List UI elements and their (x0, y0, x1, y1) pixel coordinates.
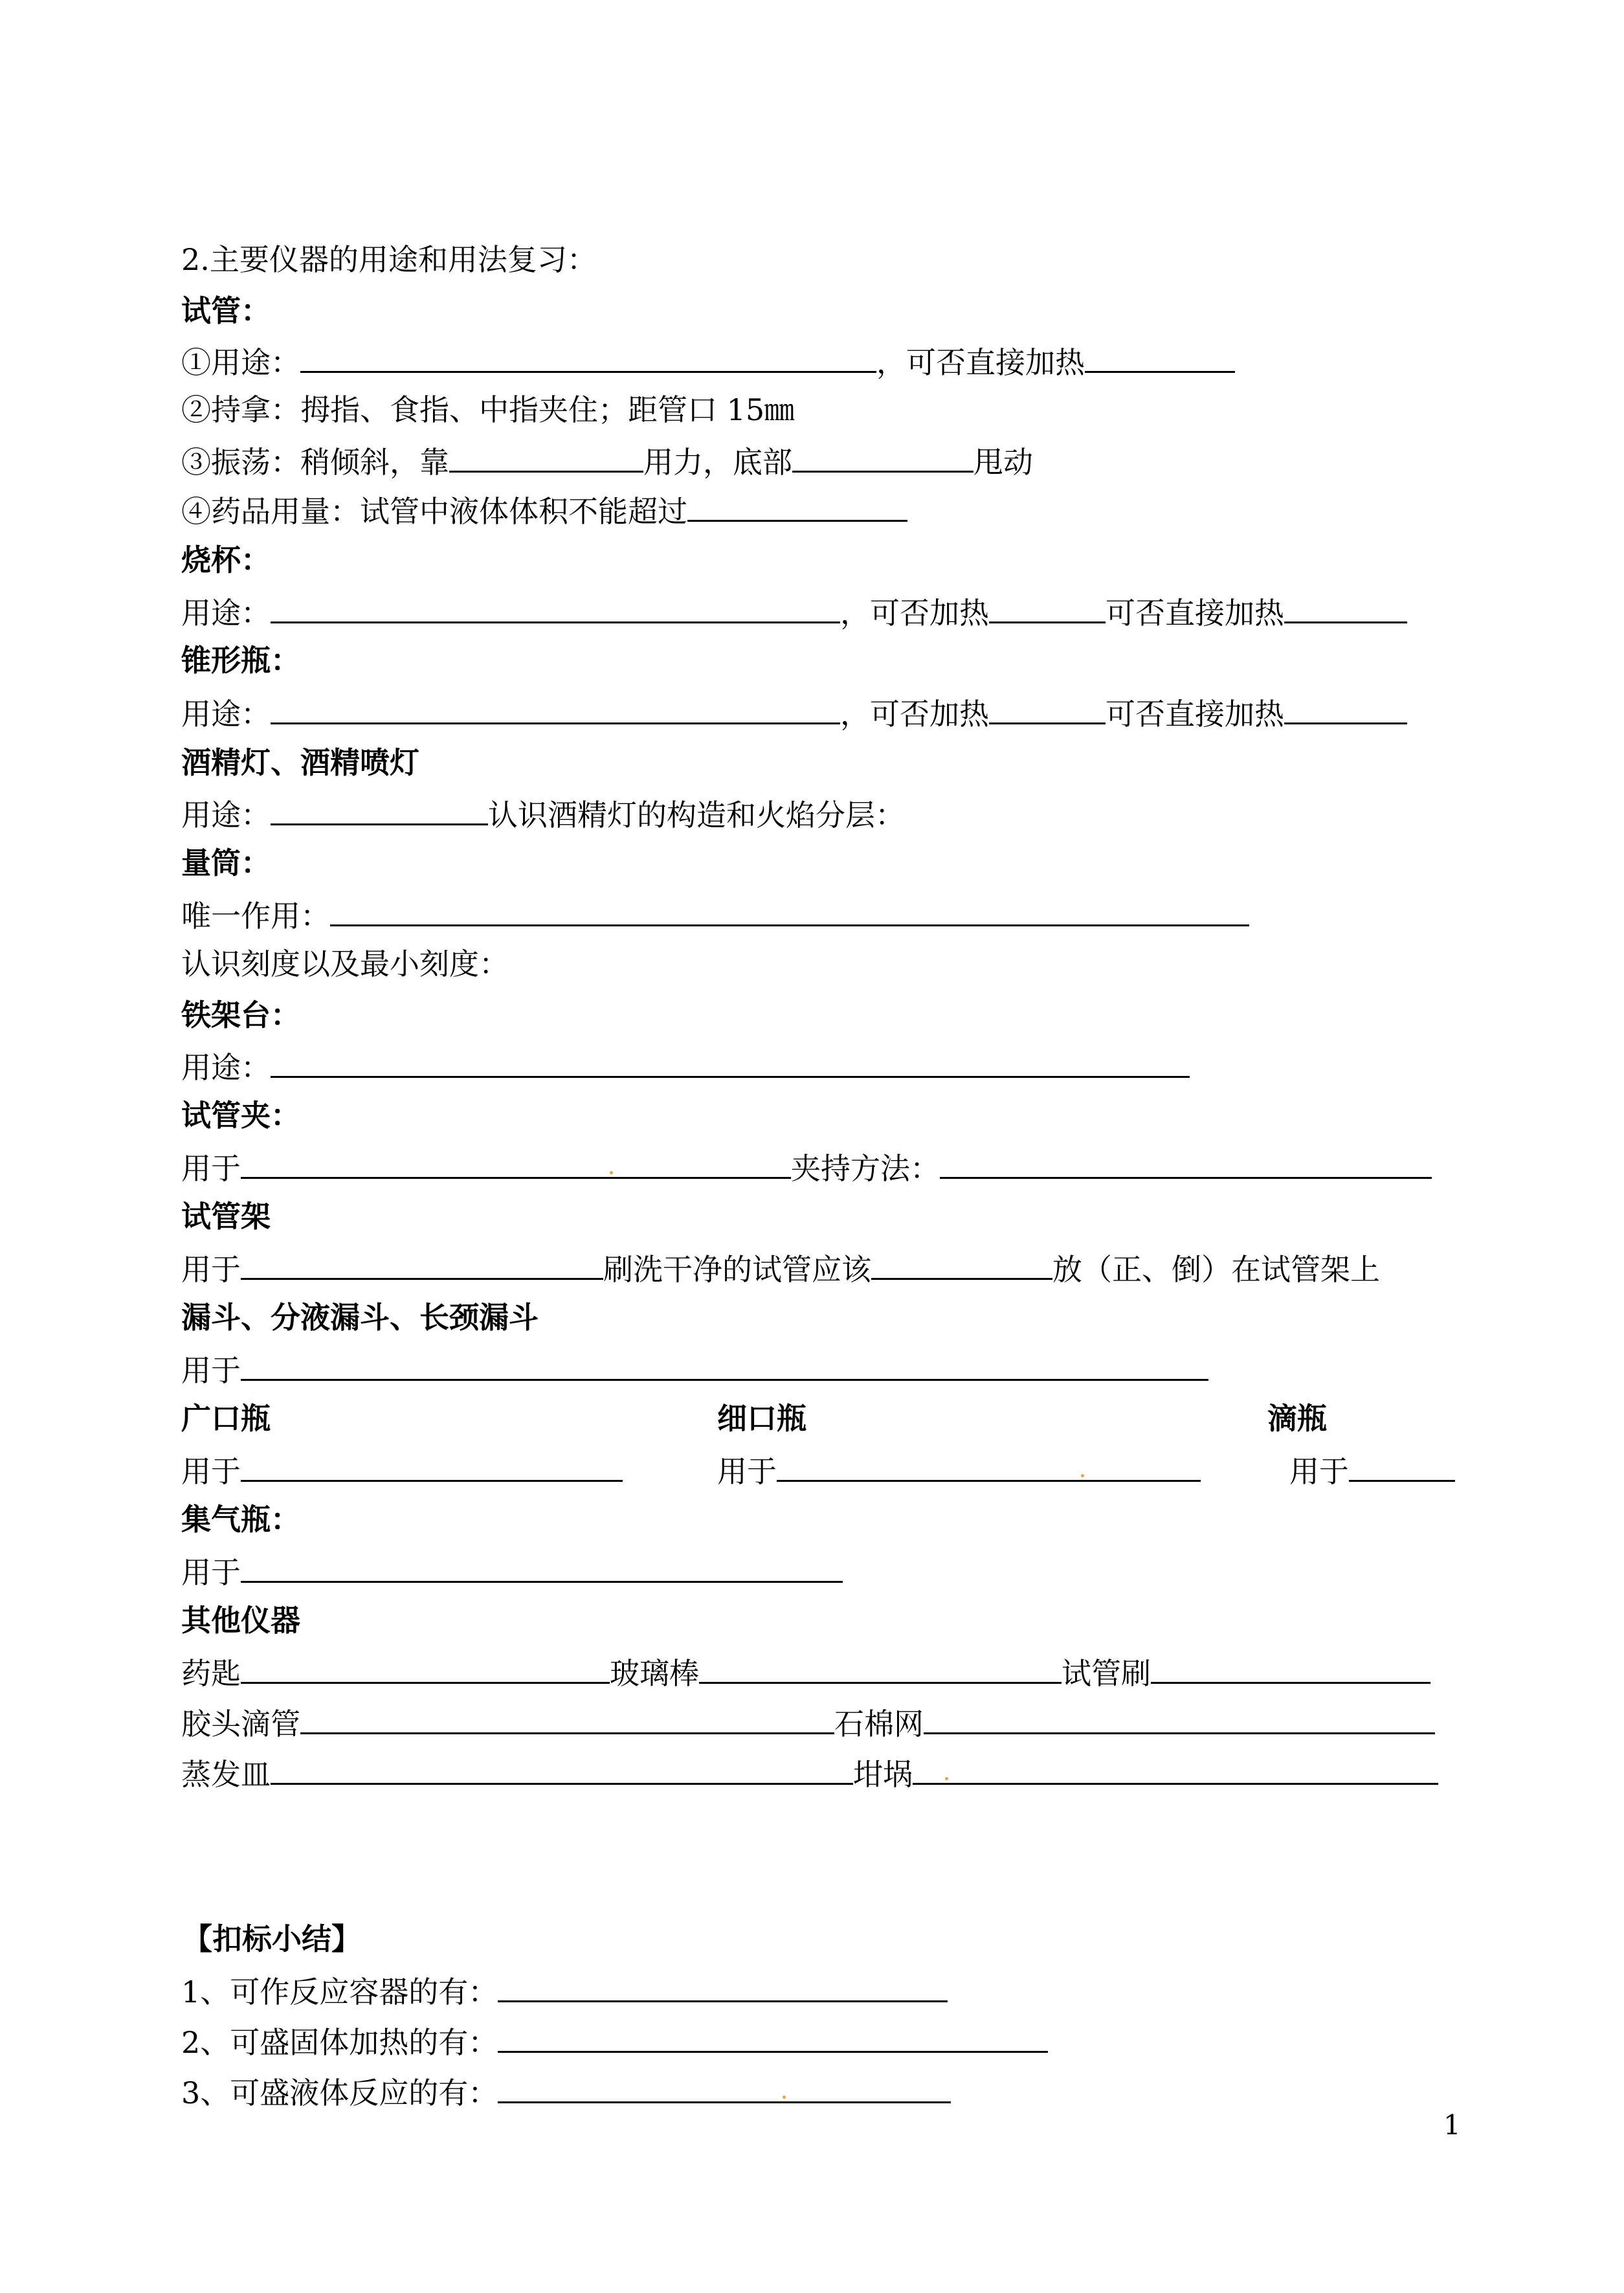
funnel-use-row (181, 1347, 1208, 1389)
summary-item-1-label: 1、可作反应容器的有： (181, 1974, 498, 2009)
flask-heading: 锥形瓶： (181, 643, 300, 678)
dropper-label: 胶头滴管 (181, 1706, 300, 1741)
others-heading: 其他仪器 (181, 1603, 300, 1638)
flask-use-blank[interactable] (271, 690, 840, 724)
flask-use-row (181, 690, 1407, 733)
beaker-heat-blank[interactable] (989, 589, 1106, 623)
lamp-use-blank[interactable] (271, 791, 488, 825)
stray-mark (945, 1777, 948, 1780)
funnel-use-blank[interactable] (241, 1347, 1208, 1381)
shake-blank-1[interactable] (449, 438, 643, 473)
gauze-label: 石棉网 (834, 1706, 924, 1741)
summary-heading: 【扣标小结】 (183, 1921, 361, 1956)
cylinder-use-blank[interactable] (330, 892, 1249, 926)
wide-bottle-use-label: 用于 (181, 1454, 241, 1489)
gas-bottle-use-label: 用于 (181, 1555, 241, 1590)
dropper-bottle-use-label: 用于 (1289, 1454, 1349, 1489)
dose-text: ④药品用量：试管中液体体积不能超过 (181, 494, 687, 529)
others-row-2 (181, 1700, 1435, 1743)
beaker-use-row (181, 589, 1407, 632)
beaker-heading: 烧杯： (181, 542, 271, 577)
flask-heat-blank[interactable] (989, 690, 1106, 724)
dish-blank[interactable] (271, 1751, 853, 1785)
rack-heading: 试管架 (181, 1199, 271, 1234)
summary-item-3-label: 3、可盛液体反应的有： (181, 2075, 498, 2110)
lamp-note: 认识酒精灯的构造和火焰分层： (488, 798, 905, 833)
page-number: 1 (1443, 2109, 1461, 2141)
gas-bottle-use-row (181, 1549, 843, 1591)
clamp-heading: 试管夹： (181, 1098, 300, 1133)
beaker-use-blank[interactable] (271, 589, 840, 623)
lamp-heading: 酒精灯、酒精喷灯 (181, 745, 419, 780)
wide-bottle-use-row (181, 1448, 623, 1490)
test-tube-hold-row: ②持拿：拇指、食指、中指夹住；距管口 15㎜ (181, 392, 795, 427)
test-tube-heat-question: ，可否直接加热 (876, 345, 1085, 380)
narrow-bottle-use-row (717, 1448, 1201, 1490)
dropper-blank[interactable] (300, 1700, 834, 1734)
rack-position-blank[interactable] (871, 1246, 1052, 1280)
flask-direct-blank[interactable] (1284, 690, 1407, 724)
dropper-bottle-use-blank[interactable] (1349, 1448, 1455, 1482)
test-tube-heat-blank[interactable] (1085, 339, 1235, 373)
shake-text-c: 甩动 (973, 445, 1033, 480)
others-row-1 (181, 1650, 1430, 1692)
clamp-method-blank[interactable] (940, 1145, 1432, 1179)
beaker-use-label: 用途： (181, 596, 271, 631)
beaker-direct-question: 可否直接加热 (1106, 596, 1284, 631)
narrow-bottle-use-blank[interactable] (777, 1448, 1201, 1482)
summary-item-3 (181, 2069, 951, 2112)
shake-blank-2[interactable] (792, 438, 973, 473)
section-title: 2.主要仪器的用途和用法复习： (181, 242, 597, 277)
gas-bottle-heading: 集气瓶： (181, 1502, 300, 1537)
summary-item-2 (181, 2019, 1048, 2061)
gas-bottle-use-blank[interactable] (241, 1549, 843, 1583)
beaker-direct-blank[interactable] (1284, 589, 1407, 623)
gauze-blank[interactable] (924, 1700, 1435, 1734)
test-tube-use-row (181, 339, 1235, 381)
brush-blank[interactable] (1151, 1650, 1430, 1684)
cylinder-only-use-label: 唯一作用： (181, 899, 330, 934)
flask-heat-question: ，可否加热 (840, 697, 989, 732)
flask-direct-question: 可否直接加热 (1106, 697, 1284, 732)
rod-blank[interactable] (699, 1650, 1062, 1684)
dropper-bottle-heading: 滴瓶 (1267, 1401, 1327, 1436)
cylinder-use-row (181, 892, 1249, 935)
rack-use-row (181, 1246, 1380, 1288)
stray-mark (1081, 1474, 1084, 1477)
stray-mark (610, 1171, 613, 1174)
summary-item-3-blank[interactable] (498, 2069, 951, 2103)
summary-item-1 (181, 1968, 948, 2011)
clamp-use-blank[interactable] (241, 1145, 791, 1179)
funnel-heading: 漏斗、分液漏斗、长颈漏斗 (181, 1300, 539, 1335)
dropper-bottle-use-row (1289, 1448, 1455, 1490)
cylinder-scale-row: 认识刻度以及最小刻度： (181, 946, 509, 981)
beaker-heat-question: ，可否加热 (840, 596, 989, 631)
cylinder-heading: 量筒： (181, 845, 271, 880)
stand-use-row (181, 1044, 1190, 1086)
wide-bottle-heading: 广口瓶 (181, 1401, 271, 1436)
stand-use-label: 用途： (181, 1050, 271, 1085)
summary-item-2-label: 2、可盛固体加热的有： (181, 2025, 498, 2060)
others-row-3 (181, 1751, 1438, 1793)
clamp-use-label: 用于 (181, 1151, 241, 1186)
summary-item-1-blank[interactable] (498, 1968, 948, 2002)
crucible-label: 坩埚 (853, 1757, 913, 1792)
test-tube-use-label: ①用途： (181, 345, 300, 380)
narrow-bottle-heading: 细口瓶 (717, 1401, 806, 1436)
clamp-use-row (181, 1145, 1432, 1187)
shake-text-b: 用力，底部 (643, 445, 792, 480)
test-tube-shake-row (181, 438, 1033, 481)
test-tube-use-blank[interactable] (300, 339, 876, 373)
dose-blank[interactable] (687, 487, 907, 522)
wide-bottle-use-blank[interactable] (241, 1448, 623, 1482)
crucible-blank[interactable] (913, 1751, 1438, 1785)
spoon-label: 药匙 (181, 1656, 241, 1691)
stand-use-blank[interactable] (271, 1044, 1190, 1078)
test-tube-heading: 试管： (181, 293, 271, 328)
spoon-blank[interactable] (241, 1650, 610, 1684)
rack-use-blank[interactable] (241, 1246, 603, 1280)
narrow-bottle-use-label: 用于 (717, 1454, 777, 1489)
funnel-use-label: 用于 (181, 1353, 241, 1388)
brush-label: 试管刷 (1062, 1656, 1151, 1691)
clamp-method-label: 夹持方法： (791, 1151, 940, 1186)
stray-mark (783, 2096, 786, 2099)
dish-label: 蒸发皿 (181, 1757, 271, 1792)
shake-text-a: ③振荡：稍倾斜，靠 (181, 445, 449, 480)
rack-note-a: 刷洗干净的试管应该 (603, 1252, 871, 1287)
rack-note-b: 放（正、倒）在试管架上 (1052, 1252, 1380, 1287)
summary-item-2-blank[interactable] (498, 2019, 1048, 2053)
rod-label: 玻璃棒 (610, 1656, 699, 1691)
test-tube-dose-row (181, 487, 907, 530)
lamp-use-row (181, 791, 905, 834)
lamp-use-label: 用途： (181, 798, 271, 833)
rack-use-label: 用于 (181, 1252, 241, 1287)
stand-heading: 铁架台： (181, 998, 300, 1033)
flask-use-label: 用途： (181, 697, 271, 732)
